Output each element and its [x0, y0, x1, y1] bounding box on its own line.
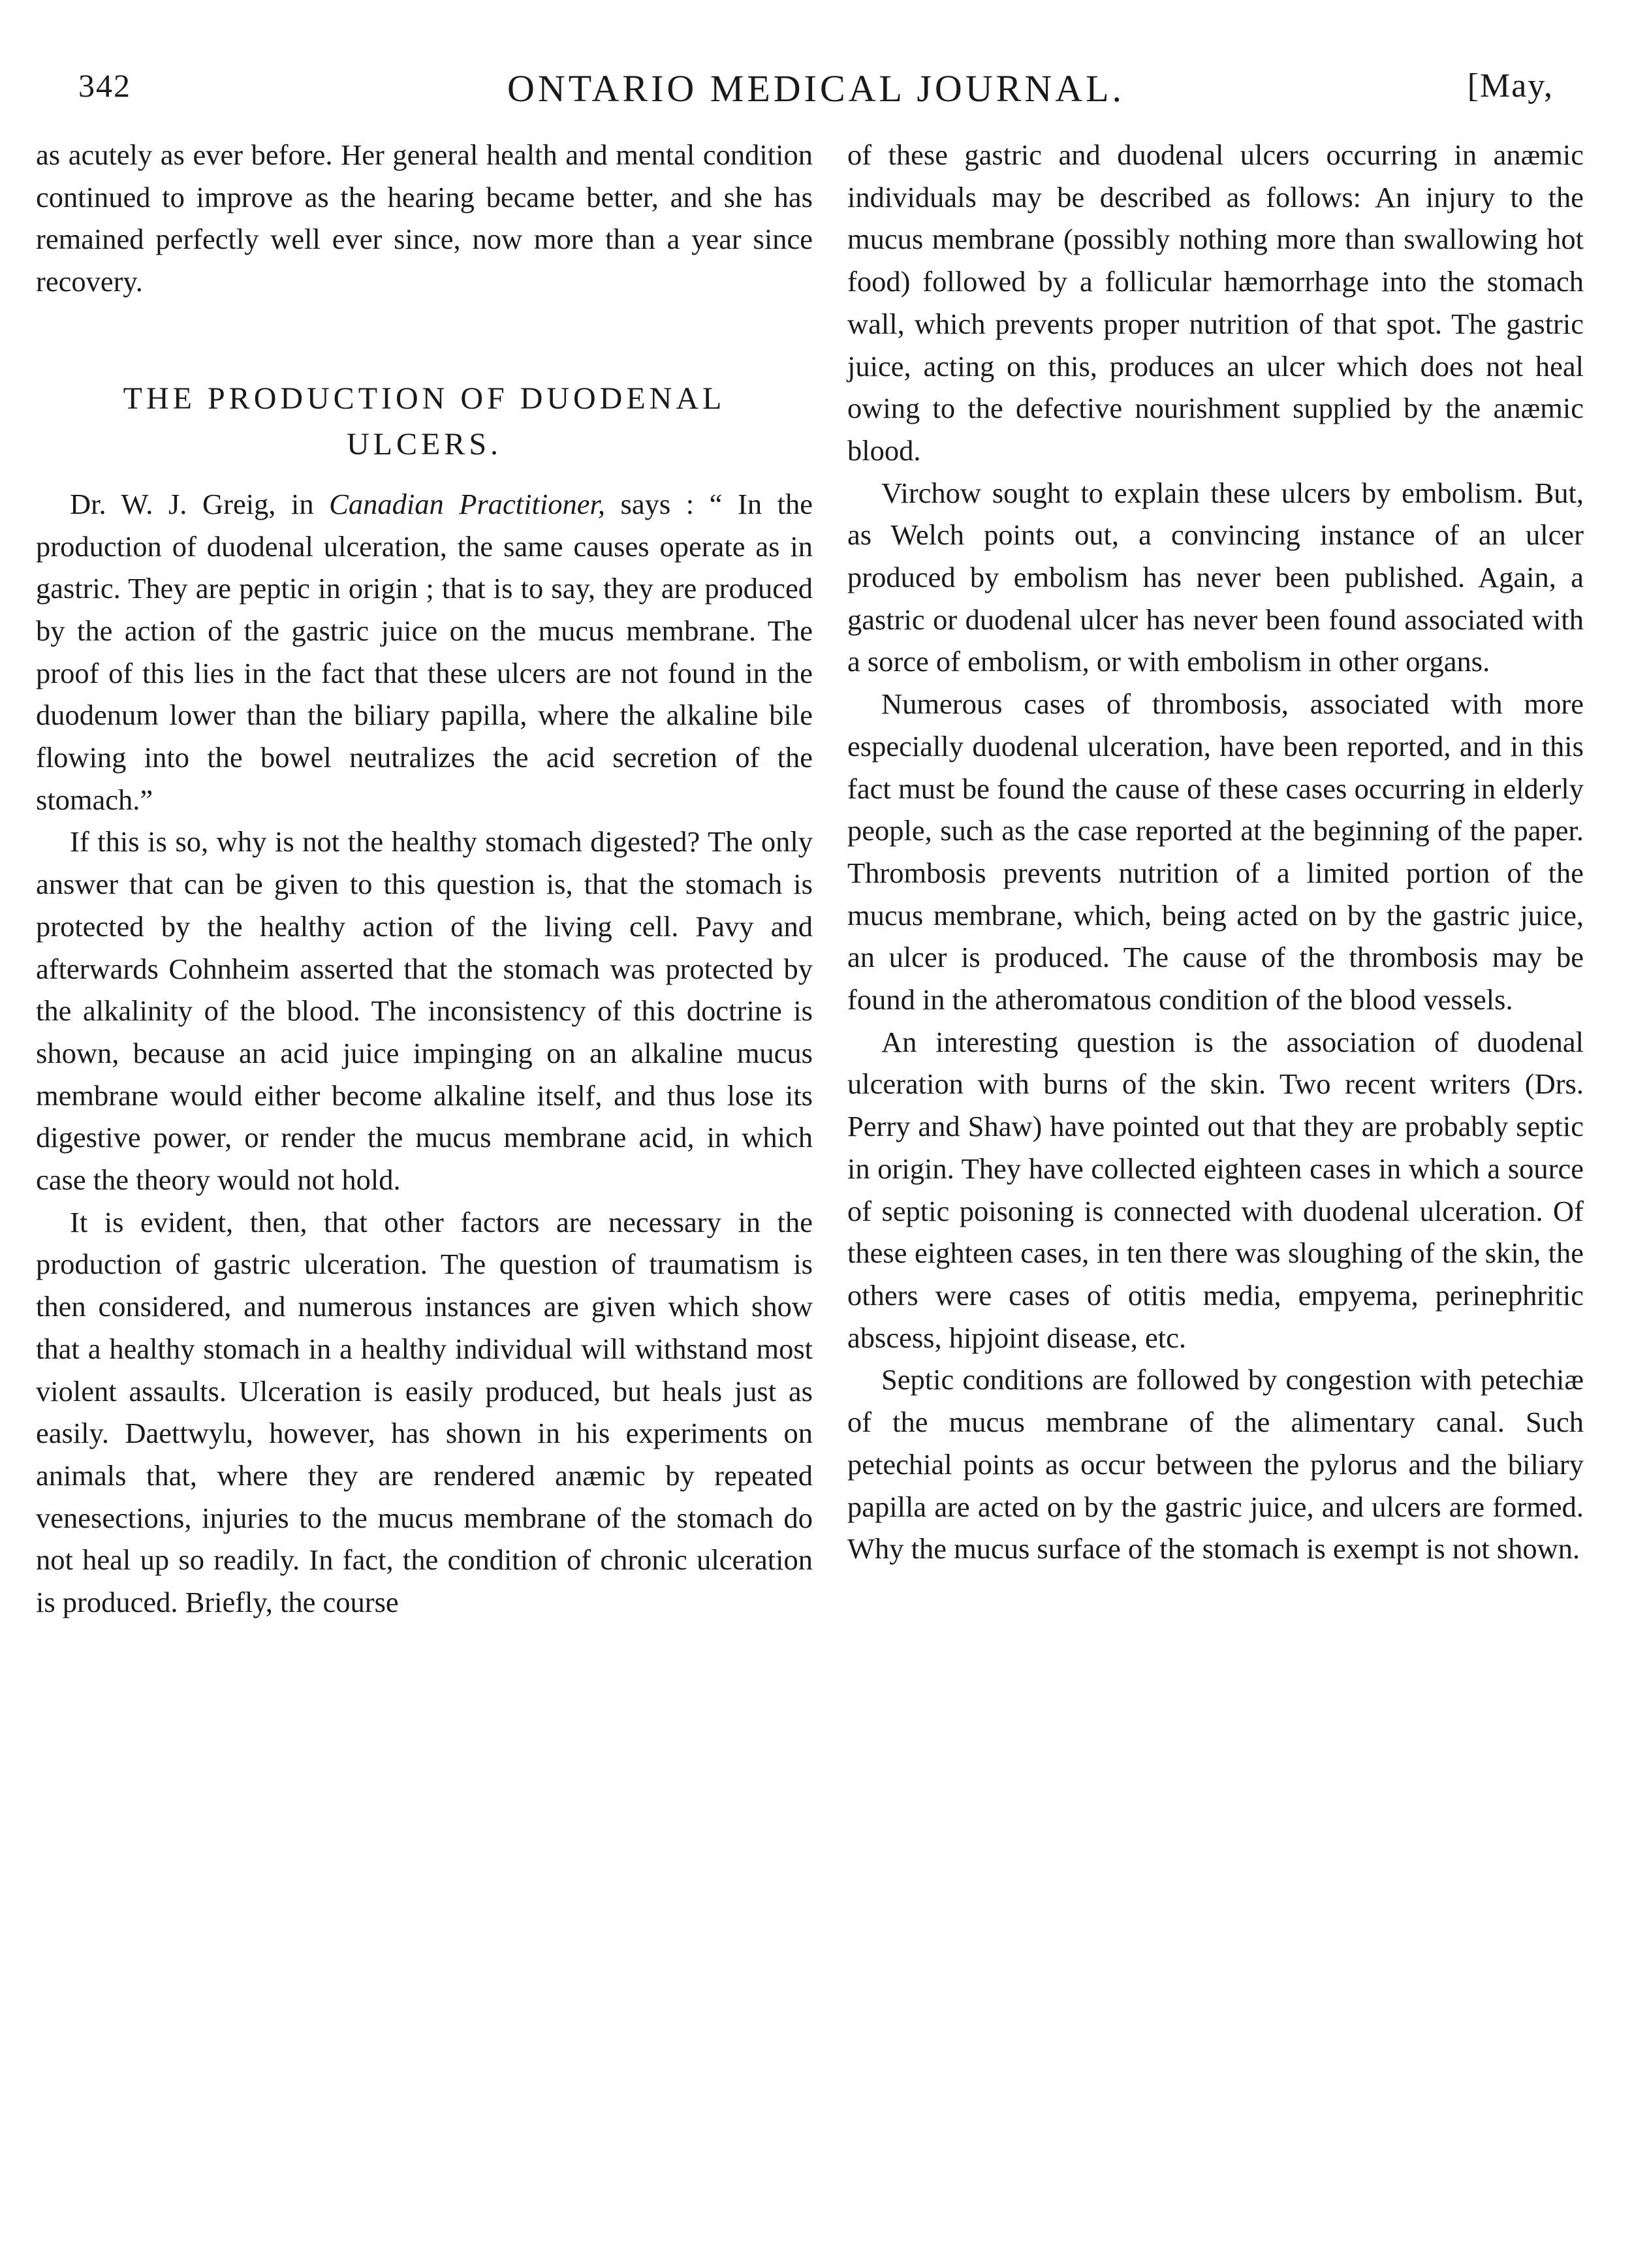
- left-column: [36, 134, 813, 1624]
- article-title-line-1: THE PRODUCTION OF DUODENAL: [123, 381, 726, 416]
- citation-source: Canadian Practitioner,: [329, 487, 605, 520]
- body-paragraph: Virchow sought to explain these ulcers by embolism. But, as Welch points out, a convincing instance of an ulcer produced by embolism has never been published. Again, a gastric or duodenal ulcer has never been found associated with a sorce of embolism, or with embolism in other organs.: [847, 476, 1584, 678]
- body-paragraph: An interesting question is the association of duodenal ulceration with burns of the skin. Two recent writers (Drs. Perry and Shaw) have pointed out that they are probably septic in origin. They have collected eighteen cases in which a source of septic poisoning is connected with duodenal ulceration. Of these eighteen cases, in ten there was sloughing of the skin, the others were cases of otitis media, empyema, perinephritic abscess, hipjoint disease, etc.: [847, 1025, 1584, 1354]
- continued-paragraph: as acutely as ever before. Her general health and mental condition continued to improve as the hearing became better, and she has remained perfectly well ever since, now more than a year since recovery.: [36, 138, 813, 298]
- continued-paragraph: of these gastric and duodenal ulcers occurring in anæmic individuals may be described as follows: An injury to the mucus membrane (possibly nothing more than swallowing hot food) followed by a follicular hæmorrhage into the stomach wall, which prevents proper nutrition of that spot. The gastric juice, acting on this, produces an ulcer which does not heal owing to the defective nourishment supplied by the anæmic blood.: [847, 138, 1584, 467]
- citation-author: Dr. W. J. Greig, in: [70, 487, 330, 520]
- body-paragraph: Numerous cases of thrombosis, associated with more especially duodenal ulceration, have been reported, and in this fact must be found the cause of these cases occurring in elderly people, such as the case reported at the beginning of the paper. Thrombosis prevents nutrition of a limited portion of the mucus membrane, which, being acted on by the gastric juice, an ulcer is produced. The cause of the thrombosis may be found in the atheromatous condition of the blood vessels.: [847, 687, 1584, 1016]
- right-column: [847, 134, 1584, 1570]
- journal-title: ONTARIO MEDICAL JOURNAL.: [507, 67, 1125, 110]
- quotation-text: says : “ In the production of duodenal ulceration, the same causes operate as in gastric. They are peptic in origin ; that is to say, they are produced by the action of the gastric juice on the mucus membrane. The proof of this lies in the fact that these ulcers are not found in the duodenum lower than the biliary papilla, where the alkaline bile flowing into the bowel neutralizes the acid secretion of the stomach.”: [36, 487, 813, 816]
- issue-month: [May,: [1467, 67, 1554, 104]
- running-header: [39, 38, 1593, 110]
- article-title: [36, 376, 813, 467]
- body-paragraph: It is evident, then, that other factors are necessary in the production of gastric ulceration. The question of traumatism is then considered, and numerous instances are given which show that a healthy stomach in a healthy individual will withstand most violent assaults. Ulceration is easily produced, but heals just as easily. Daettwylu, however, has shown in his experiments on animals that, where they are rendered anæmic by repeated venesections, injuries to the mucus membrane of the stomach do not heal up so readily. In fact, the condition of chronic ulceration is produced. Briefly, the course: [36, 1205, 813, 1619]
- body-paragraph: Septic conditions are followed by congestion with petechiæ of the mucus membrane of the alimentary canal. Such petechial points as occur between the pylorus and the biliary papilla are acted on by the gastric juice, and ulcers are formed. Why the mucus surface of the stomach is exempt is not shown.: [847, 1363, 1584, 1566]
- body-paragraph: If this is so, why is not the healthy stomach digested? The only answer that can be given to this question is, that the stomach is protected by the healthy action of the living cell. Pavy and afterwards Cohnheim asserted that the stomach was protected by the alkalinity of the blood. The inconsistency of this doctrine is shown, because an acid juice impinging on an alkaline mucus membrane would either become alkaline itself, and thus lose its digestive power, or render the mucus membrane acid, in which case the theory would not hold.: [36, 825, 813, 1197]
- body-paragraph: [36, 483, 813, 821]
- page-number: 342: [78, 67, 131, 104]
- article-title-line-2: ULCERS.: [346, 426, 503, 462]
